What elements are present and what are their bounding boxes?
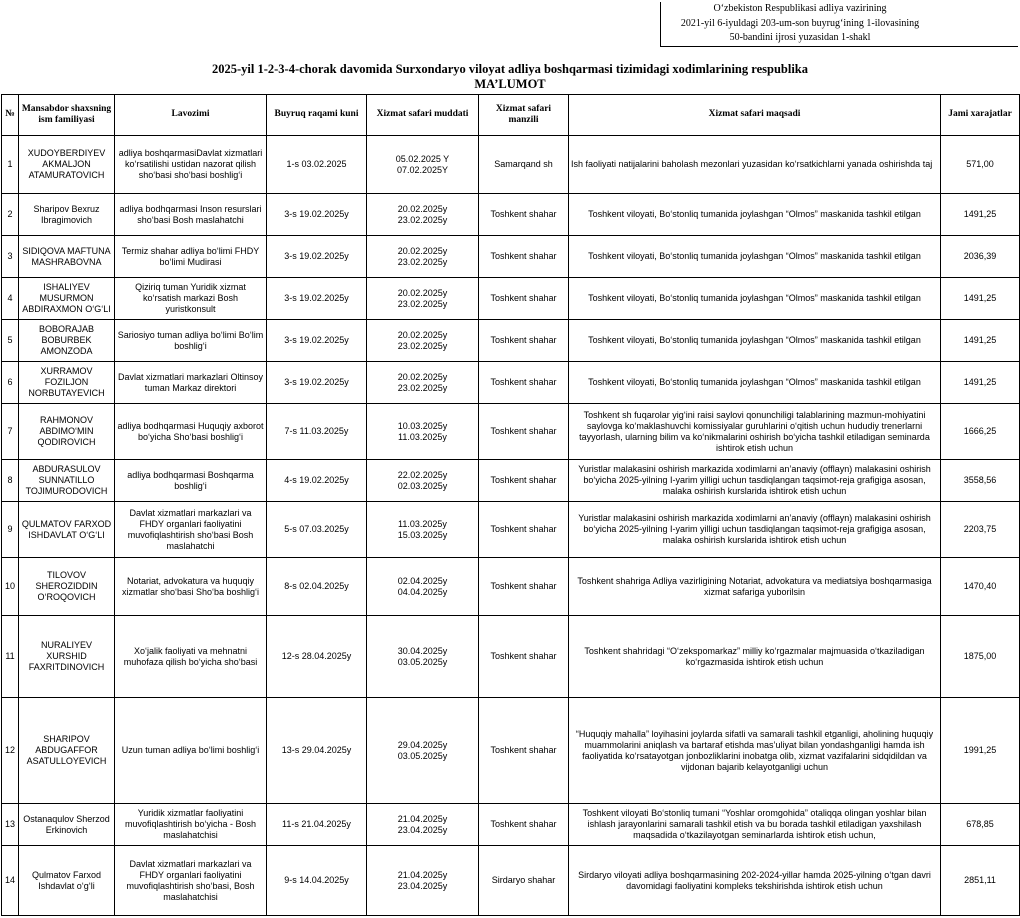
header-grid-bottom	[660, 46, 1018, 47]
cell-date-to: 02.03.2025y	[397, 480, 448, 491]
cell-period	[367, 136, 479, 194]
cell-no: 2	[2, 194, 19, 236]
cell-order: 3-s 19.02.2025y	[267, 278, 367, 320]
cell-position: adliya bodhqarmasi Inson resurslari sho‘basi Bosh maslahatchi	[115, 194, 267, 236]
cell-date-to: 04.04.2025y	[397, 586, 448, 597]
cell-order: 13-s 29.04.2025y	[267, 698, 367, 804]
cell-total: 1491,25	[941, 278, 1020, 320]
cell-total: 1875,00	[941, 616, 1020, 698]
cell-total: 2851,11	[941, 846, 1020, 916]
cell-period	[367, 194, 479, 236]
cell-no: 9	[2, 502, 19, 558]
cell-total: 1491,25	[941, 194, 1020, 236]
cell-order: 11-s 21.04.2025y	[267, 804, 367, 846]
cell-no: 3	[2, 236, 19, 278]
cell-date-from: 20.02.2025y	[397, 371, 448, 382]
cell-purpose: Toshkent sh fuqarolar yig‘ini raisi saylovi qonunchiligi talablarining mazmun-mohiyatini saylovga ko‘maklashuvchi komissiyalar guruhlarini o‘qitish uchun hududiy trenerlarni tayyorlash, ularning bilim va ko‘nikmalarini oshirish bo‘yicha tashkil etiladigan seminarda ishtirok etish uchun	[569, 404, 941, 460]
header-line-3: 50-bandini ijrosi yuzasidan 1-shakl	[729, 32, 871, 43]
cell-order: 7-s 11.03.2025y	[267, 404, 367, 460]
cell-total: 2036,39	[941, 236, 1020, 278]
cell-date-from: 11.03.2025y	[398, 518, 447, 529]
cell-no: 8	[2, 460, 19, 502]
cell-name: TILOVOV SHEROZIDDIN O‘ROQOVICH	[19, 558, 115, 616]
cell-total: 3558,56	[941, 460, 1020, 502]
cell-name: Ostanaqulov Sherzod Erkinovich	[19, 804, 115, 846]
cell-position: Davlat xizmatlari markazlari va FHDY organlari faoliyatini muvofiqlashtirish sho‘basi, Bosh maslahatchisi	[115, 846, 267, 916]
table-row	[2, 616, 1020, 698]
cell-purpose: Yuristlar malakasini oshirish markazida xodimlarni an’anaviy (offlayn) malakasini oshirish bo‘yicha 2025-yilning I-yarim yilligi uchun tasdiqlangan taqsimot-reja grafigiga asosan, malaka oshirish kurslarida ishtirok etish uchun	[569, 460, 941, 502]
cell-purpose: Toshkent viloyati, Bo‘stonliq tumanida joylashgan “Olmos” maskanida tashkil etilgan	[569, 278, 941, 320]
table-row	[2, 404, 1020, 460]
cell-purpose: Toshkent viloyati, Bo‘stonliq tumanida joylashgan “Olmos” maskanida tashkil etilgan	[569, 320, 941, 362]
cell-date-to: 23.02.2025y	[397, 340, 448, 351]
cell-position: Qiziriq tuman Yuridik xizmat ko‘rsatish markazi Bosh yuristkonsult	[115, 278, 267, 320]
cell-place: Sirdaryo shahar	[479, 846, 569, 916]
cell-date-to: 23.04.2025y	[397, 824, 448, 835]
cell-no: 4	[2, 278, 19, 320]
table-row	[2, 460, 1020, 502]
cell-total: 1491,25	[941, 320, 1020, 362]
cell-date-to: 03.05.2025y	[397, 750, 448, 761]
page-title: 2025-yil 1-2-3-4-chorak davomida Surxondaryo viloyat adliya boshqarmasi tizimidagi xodimlarining respublika	[211, 62, 808, 76]
cell-period	[367, 558, 479, 616]
cell-order: 8-s 02.04.2025y	[267, 558, 367, 616]
cell-purpose: Toshkent viloyati, Bo‘stonliq tumanida joylashgan “Olmos” maskanida tashkil etilgan	[569, 362, 941, 404]
table-row	[2, 558, 1020, 616]
cell-no: 1	[2, 136, 19, 194]
cell-period	[367, 404, 479, 460]
cell-name: Sharipov Bexruz Ibragimovich	[19, 194, 115, 236]
cell-position: Davlat xizmatlari markazlari Oltinsoy tuman Markaz direktori	[115, 362, 267, 404]
cell-no: 5	[2, 320, 19, 362]
cell-date-from: 20.02.2025y	[397, 203, 448, 214]
col-header-name: Mansabdor shaxsning ism familiyasi	[19, 95, 115, 136]
cell-period	[367, 846, 479, 916]
cell-place: Toshkent shahar	[479, 558, 569, 616]
cell-date-to: 23.02.2025y	[397, 382, 448, 393]
cell-name: SHARIPOV ABDUGAFFOR ASATULLOYEVICH	[19, 698, 115, 804]
cell-date-to: 23.02.2025y	[397, 298, 448, 309]
table-row	[2, 502, 1020, 558]
cell-order: 3-s 19.02.2025y	[267, 194, 367, 236]
cell-period	[367, 320, 479, 362]
cell-place: Toshkent shahar	[479, 194, 569, 236]
cell-date-from: 21.04.2025y	[397, 869, 448, 880]
cell-date-from: 21.04.2025y	[397, 813, 448, 824]
cell-date-from: 22.02.2025y	[397, 469, 448, 480]
col-header-purpose: Xizmat safari maqsadi	[569, 95, 941, 136]
cell-place: Toshkent shahar	[479, 502, 569, 558]
cell-name: RAHMONOV ABDIMO‘MIN QODIROVICH	[19, 404, 115, 460]
cell-no: 14	[2, 846, 19, 916]
cell-name: QULMATOV FARXOD ISHDAVLAT O‘G‘LI	[19, 502, 115, 558]
cell-position: adliya boshqarmasiDavlat xizmatlari ko‘rsatilishi ustidan nazorat qilish sho‘basi sho‘basi boshlig‘i	[115, 136, 267, 194]
cell-date-from: 05.02.2025 Y	[395, 153, 450, 164]
cell-position: Xo‘jalik faoliyati va mehnatni muhofaza qilish bo‘yicha sho‘basi	[115, 616, 267, 698]
cell-no: 7	[2, 404, 19, 460]
header-line-2: 2021-yil 6-iyuldagi 203-um-son buyrug‘ining 1-ilovasining	[680, 17, 920, 29]
cell-purpose: Yuristlar malakasini oshirish markazida xodimlarni an’anaviy (offlayn) malakasini oshirish bo‘yicha 2025-yilning I-yarim yilligi uchun tasdiqlangan taqsimot-reja grafigiga asosan, malaka oshirish kurslarida ishtirok etish uchun	[569, 502, 941, 558]
trips-table	[1, 94, 1020, 916]
col-header-no: №	[2, 95, 19, 136]
table-row	[2, 362, 1020, 404]
cell-name: XURRAMOV FOZILJON NORBUTAYEVICH	[19, 362, 115, 404]
cell-purpose: Ish faoliyati natijalarini baholash mezonlari yuzasidan ko‘rsatkichlarni yanada oshirishda taj	[569, 136, 941, 194]
table-row	[2, 698, 1020, 804]
cell-order: 3-s 19.02.2025y	[267, 236, 367, 278]
cell-no: 10	[2, 558, 19, 616]
cell-date-from: 20.02.2025y	[397, 287, 448, 298]
cell-purpose: Toshkent shahridagi “O‘zekspomarkaz” milliy ko‘rgazmalar majmuasida o‘tkaziladigan ko‘rgazmasida ishtirok etish uchun	[569, 616, 941, 698]
cell-place: Toshkent shahar	[479, 804, 569, 846]
cell-total: 1991,25	[941, 698, 1020, 804]
cell-date-from: 29.04.2025y	[397, 739, 448, 750]
cell-name: NURALIYEV XURSHID FAXRITDINOVICH	[19, 616, 115, 698]
table-row	[2, 194, 1020, 236]
table-header-row	[2, 95, 1020, 136]
cell-name: XUDOYBERDIYEV AKMALJON ATAMURATOVICH	[19, 136, 115, 194]
col-header-period: Xizmat safari muddati	[367, 95, 479, 136]
cell-date-from: 20.02.2025y	[397, 245, 448, 256]
cell-date-from: 10.03.2025y	[397, 420, 448, 431]
col-header-place: Xizmat safari manzili	[479, 95, 569, 136]
cell-name: ABDURASULOV SUNNATILLO TOJIMURODOVICH	[19, 460, 115, 502]
cell-position: Yuridik xizmatlar faoliyatini muvofiqlashtirish bo‘yicha - Bosh maslahatchisi	[115, 804, 267, 846]
cell-position: Uzun tuman adliya bo‘limi boshlig‘i	[115, 698, 267, 804]
header-line-1: O‘zbekiston Respublikasi adliya vazirining	[713, 3, 887, 14]
cell-date-to: 11.03.2025y	[398, 431, 447, 442]
table-row	[2, 278, 1020, 320]
cell-position: Notariat, advokatura va huquqiy xizmatlar sho‘basi Sho‘ba boshlig‘i	[115, 558, 267, 616]
cell-name: SIDIQOVA MAFTUNA MASHRABOVNA	[19, 236, 115, 278]
cell-date-to: 23.02.2025y	[397, 256, 448, 267]
cell-position: Sariosiyo tuman adliya bo‘limi Bo‘lim boshlig‘i	[115, 320, 267, 362]
cell-period	[367, 502, 479, 558]
page-subtitle: MA’LUMOT	[474, 77, 546, 91]
table-row	[2, 236, 1020, 278]
cell-date-from: 30.04.2025y	[397, 645, 448, 656]
cell-place: Toshkent shahar	[479, 698, 569, 804]
cell-total: 1491,25	[941, 362, 1020, 404]
cell-period	[367, 362, 479, 404]
cell-period	[367, 804, 479, 846]
cell-no: 13	[2, 804, 19, 846]
cell-date-from: 02.04.2025y	[397, 575, 448, 586]
cell-period	[367, 698, 479, 804]
cell-order: 5-s 07.03.2025y	[267, 502, 367, 558]
cell-place: Toshkent shahar	[479, 616, 569, 698]
cell-period	[367, 278, 479, 320]
cell-place: Toshkent shahar	[479, 460, 569, 502]
cell-place: Toshkent shahar	[479, 236, 569, 278]
cell-name: Qulmatov Farxod Ishdavlat o‘g‘li	[19, 846, 115, 916]
cell-position: Davlat xizmatlari markazlari va FHDY organlari faoliyatini muvofiqlashtirish sho‘basi Bosh maslahatchi	[115, 502, 267, 558]
cell-date-to: 15.03.2025y	[397, 529, 448, 540]
cell-period	[367, 236, 479, 278]
cell-order: 3-s 19.02.2025y	[267, 362, 367, 404]
cell-total: 1470,40	[941, 558, 1020, 616]
col-header-position: Lavozimi	[115, 95, 267, 136]
cell-total: 1666,25	[941, 404, 1020, 460]
cell-purpose: Toshkent shahriga Adliya vazirligining Notariat, advokatura va mediatsiya boshqarmasiga xizmat safariga yuborilsin	[569, 558, 941, 616]
cell-purpose: “Huquqiy mahalla” loyihasini joylarda sifatli va samarali tashkil etganligi, aholining huquqiy muammolarini aniqlash va bartaraf etishda mas’uliyat bilan yondashganligi hamda ish faoliyatida ko‘rsatayotgan jonbozliklarini inobatga olib, xizmat vazifalarini sidqidildan va vijdonan bajarib kelayotganligi uchun	[569, 698, 941, 804]
table-row	[2, 136, 1020, 194]
cell-period	[367, 460, 479, 502]
table-row	[2, 846, 1020, 916]
col-header-total: Jami xarajatlar	[941, 95, 1020, 136]
cell-position: adliya bodhqarmasi Boshqarma boshlig‘i	[115, 460, 267, 502]
table-row	[2, 804, 1020, 846]
cell-date-to: 03.05.2025y	[397, 656, 448, 667]
cell-purpose: Sirdaryo viloyati adliya boshqarmasining 202-2024-yillar hamda 2025-yilning o‘tgan davri davomidagi faoliyatini kompleks tekshirishda ishtirok etish uchun	[569, 846, 941, 916]
cell-order: 4-s 19.02.2025y	[267, 460, 367, 502]
table-row	[2, 320, 1020, 362]
cell-place: Samarqand sh	[479, 136, 569, 194]
cell-no: 11	[2, 616, 19, 698]
cell-period	[367, 616, 479, 698]
cell-total: 571,00	[941, 136, 1020, 194]
cell-name: BOBORAJAB BOBURBEK AMONZODA	[19, 320, 115, 362]
cell-purpose: Toshkent viloyati, Bo‘stonliq tumanida joylashgan “Olmos” maskanida tashkil etilgan	[569, 236, 941, 278]
cell-order: 9-s 14.04.2025y	[267, 846, 367, 916]
cell-place: Toshkent shahar	[479, 278, 569, 320]
cell-place: Toshkent shahar	[479, 362, 569, 404]
col-header-order: Buyruq raqami kuni	[267, 95, 367, 136]
cell-position: adliya bodhqarmasi Huquqiy axborot bo‘yicha Sho‘basi boshlig‘i	[115, 404, 267, 460]
cell-order: 12-s 28.04.2025y	[267, 616, 367, 698]
cell-no: 12	[2, 698, 19, 804]
cell-purpose: Toshkent viloyati, Bo‘stonliq tumanida joylashgan “Olmos” maskanida tashkil etilgan	[569, 194, 941, 236]
header-grid-left	[660, 2, 661, 46]
cell-total: 678,85	[941, 804, 1020, 846]
cell-date-from: 20.02.2025y	[397, 329, 448, 340]
cell-no: 6	[2, 362, 19, 404]
cell-date-to: 23.04.2025y	[397, 880, 448, 891]
cell-position: Termiz shahar adliya bo‘limi FHDY bo‘limi Mudirasi	[115, 236, 267, 278]
cell-order: 1-s 03.02.2025	[267, 136, 367, 194]
cell-date-to: 07.02.2025Y	[396, 164, 449, 175]
cell-name: ISHALIYEV MUSURMON ABDIRAXMON O‘G‘LI	[19, 278, 115, 320]
header-ref	[660, 2, 940, 46]
cell-date-to: 23.02.2025y	[397, 214, 448, 225]
cell-purpose: Toshkent viloyati Bo‘stonliq tumani “Yoshlar oromgohida” otaliqqa olingan yoshlar bilan ishlash jarayonlarini samarali tashkil etish va bu borada tashkil etiladigan yaxshilash maqsadida o‘tkazilayotgan seminarlarda ishtirok etish uchun,	[569, 804, 941, 846]
cell-total: 2203,75	[941, 502, 1020, 558]
cell-order: 3-s 19.02.2025y	[267, 320, 367, 362]
cell-place: Toshkent shahar	[479, 404, 569, 460]
cell-place: Toshkent shahar	[479, 320, 569, 362]
